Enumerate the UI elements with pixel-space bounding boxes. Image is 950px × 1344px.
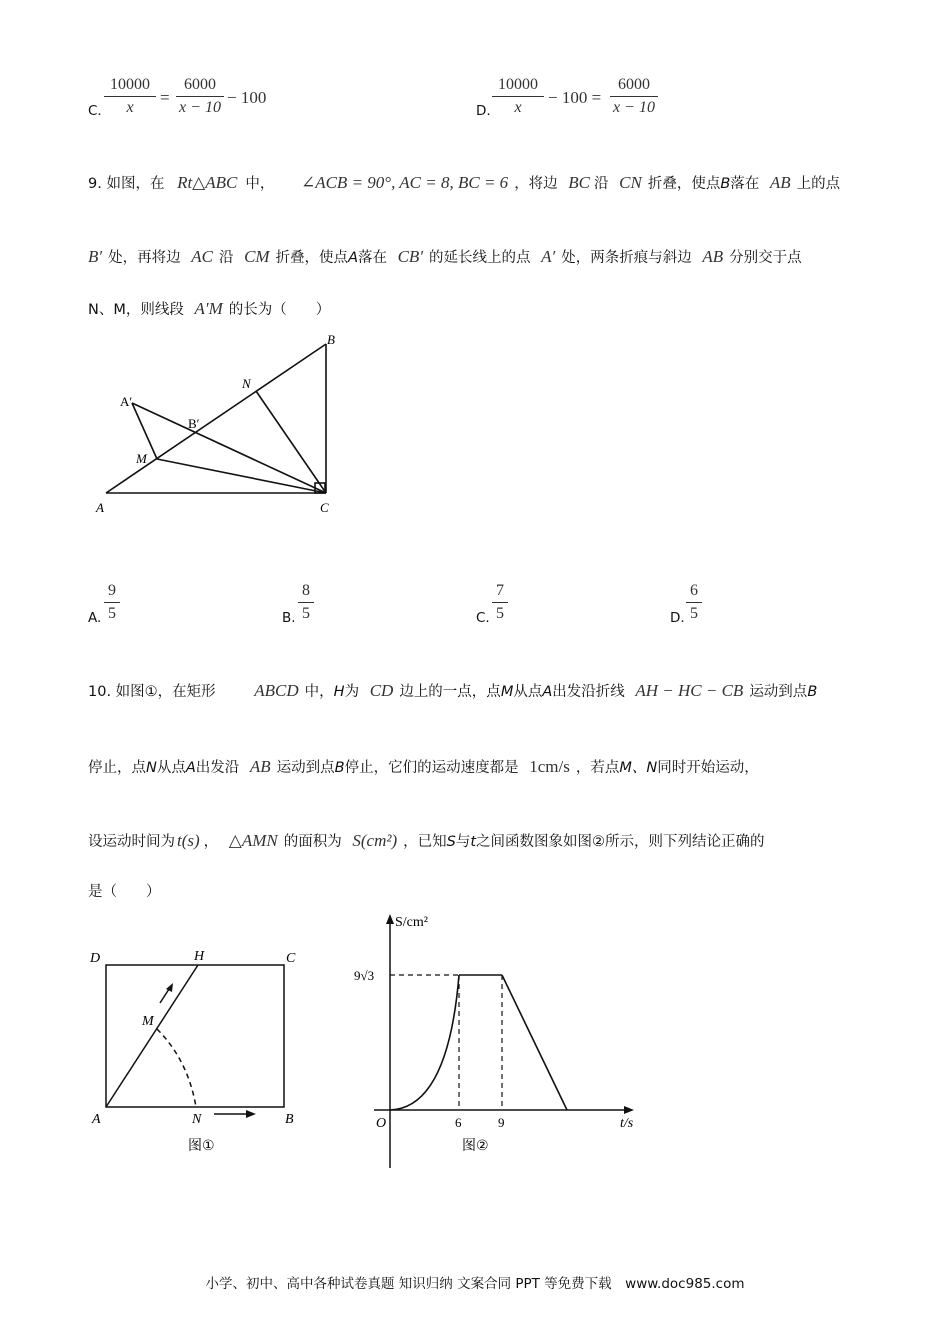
y-axis-label: S/cm² bbox=[395, 915, 428, 930]
fraction: 6000 x − 10 bbox=[610, 76, 658, 117]
origin-label: O bbox=[376, 1116, 387, 1131]
x-axis-arrow bbox=[624, 1106, 634, 1114]
fraction: 10000 x bbox=[104, 76, 156, 117]
option-a-fraction: 9 5 bbox=[104, 582, 120, 623]
q9-figure bbox=[90, 328, 350, 528]
line-ca-prime bbox=[132, 403, 326, 493]
option-b-label: B. bbox=[282, 610, 296, 626]
arrow-n-head bbox=[246, 1110, 256, 1118]
label-m: M bbox=[136, 451, 147, 466]
q9-line-1: 9. 如图，在 Rt△ABC 中， ∠ACB = 90°, AC = 8, BC = 6 ，将边 BC 沿 CN 折叠，使点B落在 AB 上的点 bbox=[88, 173, 841, 192]
q9-line-3: N、M，则线段 A′M 的长为（ ） bbox=[88, 299, 331, 318]
x-axis-label: t/s bbox=[620, 1116, 634, 1131]
q10-line-3: 设运动时间为 t(s) ， △AMN 的面积为 S(cm²) ，已知S与t之间函数图象如图②所示，则下列结论正确的 bbox=[88, 831, 765, 850]
label-m: M bbox=[142, 1014, 154, 1029]
decline-9-end bbox=[502, 975, 567, 1110]
label-c: C bbox=[320, 500, 329, 515]
caption-fig2: 图② bbox=[462, 1138, 489, 1154]
q10-line-4: 是（ ） bbox=[88, 884, 161, 900]
rectangle-abcd bbox=[106, 965, 284, 1107]
page-footer: 小学、初中、高中各种试卷真题 知识归纳 文案合同 PPT 等免费下载 www.doc985.com bbox=[205, 1276, 745, 1292]
arrow-m-head bbox=[166, 983, 173, 992]
label-a: A bbox=[92, 1112, 101, 1127]
label-a-prime: A′ bbox=[120, 394, 133, 409]
label-b-prime: B′ bbox=[188, 416, 200, 431]
y-axis-arrow bbox=[386, 914, 394, 924]
option-a-label: A. bbox=[88, 610, 102, 626]
x-tick-9: 9 bbox=[498, 1115, 505, 1130]
option-d-label: D. bbox=[670, 610, 685, 626]
curve-0-6 bbox=[390, 975, 459, 1110]
option-b-fraction: 8 5 bbox=[298, 582, 314, 623]
caption-fig1: 图① bbox=[188, 1138, 215, 1154]
label-n: N bbox=[242, 376, 251, 391]
label-b: B bbox=[327, 332, 335, 347]
option-label: D. bbox=[476, 103, 491, 119]
q10-line-1: 10. 如图①，在矩形 ABCD 中，H为 CD 边上的一点，点M从点A出发沿折线 AH − HC − CB 运动到点B bbox=[88, 681, 818, 700]
dashed-mn bbox=[157, 1029, 196, 1107]
q9-line-2: B′ 处，再将边 AC 沿 CM 折叠，使点A落在 CB′ 的延长线上的点 A′ 处，两条折痕与斜边 AB 分别交于点 bbox=[88, 247, 802, 266]
label-h: H bbox=[194, 949, 205, 964]
option-label: C. bbox=[88, 103, 102, 119]
q10-figure-2 bbox=[350, 908, 646, 1172]
fraction: 10000 x bbox=[492, 76, 544, 117]
crease-cm bbox=[157, 459, 326, 493]
label-b: B bbox=[285, 1112, 294, 1127]
q10-figure-1 bbox=[88, 944, 310, 1166]
y-tick-9sqrt3: 9√3 bbox=[354, 968, 375, 983]
fraction: 6000 x − 10 bbox=[176, 76, 224, 117]
option-c-label: C. bbox=[476, 610, 490, 626]
x-tick-6: 6 bbox=[455, 1115, 462, 1130]
segment-ah bbox=[106, 965, 198, 1107]
option-c-fraction: 7 5 bbox=[492, 582, 508, 623]
label-a: A bbox=[96, 500, 104, 515]
q10-line-2: 停止，点N从点A出发沿 AB 运动到点B停止，它们的运动速度都是 1cm/s ，若点M、N同时开始运动， bbox=[88, 757, 759, 776]
label-c: C bbox=[286, 951, 296, 966]
label-n: N bbox=[192, 1112, 202, 1127]
label-d: D bbox=[90, 951, 101, 966]
crease-cn bbox=[256, 391, 326, 493]
option-d-fraction: 6 5 bbox=[686, 582, 702, 623]
